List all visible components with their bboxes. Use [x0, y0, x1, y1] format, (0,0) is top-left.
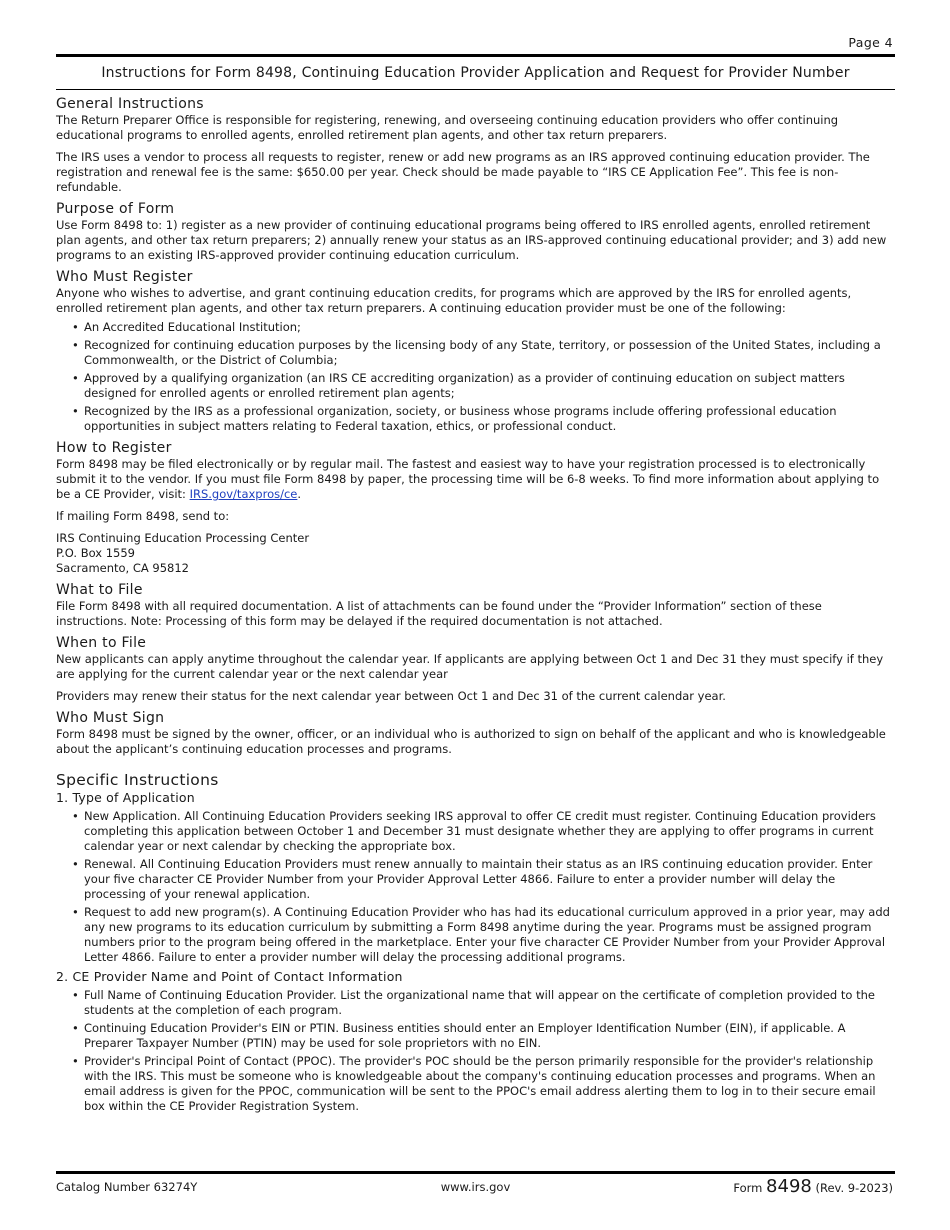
who-must-register-heading: Who Must Register — [56, 269, 193, 285]
who-must-register-paragraph: Anyone who wishes to advertise, and grant continuing education credits, for programs which are approved by the IRS for enrolled agents, enrolled retirement plan agents, and other tax return preparers. A continuing education provider must be one of the following: — [56, 286, 852, 315]
provider-contact-list — [56, 988, 895, 1114]
list-item: • Renewal. All Continuing Education Providers must renew annually to maintain their status as an IRS continuing education provider. Enter your five character CE Provider Number from your Provider Approval Letter 4866. Failure to enter a provider number will delay the processing of your renewal application. — [56, 857, 895, 902]
list-item: • Continuing Education Provider's EIN or PTIN. Business entities should enter an Employer Identification Number (EIN), if applicable. A Preparer Taxpayer Number (PTIN) may be used for sole proprietors with no EIN. — [56, 1021, 895, 1051]
list-item: • New Application. All Continuing Education Providers seeking IRS approval to offer CE credit must register. Continuing Education providers completing this application between October 1 and December 31 must designate whether they are applying to offer programs in current calendar year or next calendar by checking the appropriate box. — [56, 809, 895, 854]
who-must-sign-heading: Who Must Sign — [56, 710, 165, 726]
what-to-file-heading: What to File — [56, 582, 143, 598]
list-item: • Recognized for continuing education purposes by the licensing body of any State, territory, or possession of the United States, including a Commonwealth, or the District of Columbia; — [56, 338, 895, 368]
general-paragraph-2: The IRS uses a vendor to process all requests to register, renew or add new programs as an IRS approved continuing education provider. The registration and renewal fee is the same: $650.00 per year. Check should be made payable to “IRS CE Application Fee”. This fee is non-refundable. — [56, 150, 870, 194]
how-to-register-heading: How to Register — [56, 440, 172, 456]
form-prefix: Form — [733, 1181, 763, 1195]
form-revision: (Rev. 9-2023) — [815, 1181, 893, 1195]
address-line-1: IRS Continuing Education Processing Center — [56, 531, 310, 545]
list-item: • An Accredited Educational Institution; — [56, 320, 895, 335]
link-period: . — [297, 487, 302, 501]
list-item: • Approved by a qualifying organization (an IRS CE accrediting organization) as a provider of continuing education on subject matters designed for enrolled agents or enrolled retirement plan agents; — [56, 371, 895, 401]
general-paragraph-1: The Return Preparer Office is responsible for registering, renewing, and overseeing continuing education providers who offer continuing educational programs to enrolled agents, enrolled retirement plan agents, and other tax return preparers. — [56, 113, 839, 142]
page-title: Instructions for Form 8498, Continuing Education Provider Application and Request for Provider Number — [101, 65, 850, 81]
mailing-address — [56, 531, 895, 576]
page-footer — [56, 1176, 895, 1200]
form-number: 8498 — [766, 1176, 812, 1197]
address-line-2: P.O. Box 1559 — [56, 546, 135, 560]
form-identifier — [733, 1176, 893, 1197]
what-to-file-paragraph: File Form 8498 with all required documentation. A list of attachments can be found under the “Provider Information” section of these instructions. Note: Processing of this form may be delayed if the required documentation is not attached. — [56, 599, 822, 628]
irs-taxpros-ce-link[interactable]: IRS.gov/taxpros/ce — [189, 487, 298, 501]
provider-types-list — [56, 320, 895, 434]
catalog-number: Catalog Number 63274Y — [56, 1180, 198, 1194]
how-to-register-paragraph — [56, 457, 895, 502]
list-item: • Full Name of Continuing Education Provider. List the organizational name that will appear on the certificate of completion provided to the students at the completion of each program. — [56, 988, 895, 1018]
provider-contact-heading: 2. CE Provider Name and Point of Contact Information — [56, 969, 403, 984]
header-rule-top — [56, 54, 895, 57]
list-item: • Recognized by the IRS as a professional organization, society, or business whose programs include offering professional education opportunities in subject matters relating to Federal taxation, ethics, or professional conduct. — [56, 404, 895, 434]
document-page — [56, 0, 895, 1230]
list-item: • Request to add new program(s). A Continuing Education Provider who has had its educational curriculum approved in a prior year, may add any new programs to its education curriculum by submitting a Form 8498 anytime during the year. Programs must be assigned program numbers prior to the program being offered in the marketplace. Enter your five character CE Provider Number from your Provider Approval Letter 4866. Failure to enter a provider number will delay the processing additional programs. — [56, 905, 895, 965]
how-to-register-text: Form 8498 may be filed electronically or by regular mail. The fastest and easiest way to have your registration processed is to electronically submit it to the vendor. If you must file Form 8498 by paper, the processing time will be 6-8 weeks. To find more information about applying to be a CE Provider, visit: — [56, 457, 880, 501]
purpose-paragraph: Use Form 8498 to: 1) register as a new provider of continuing educational programs being offered to IRS enrolled agents, enrolled retirement plan agents, and other tax return preparers; 2) annually renew your status as an IRS-approved continuing educational provider; and 3) add new programs to an existing IRS-approved provider continuing education curriculum. — [56, 218, 887, 262]
footer-rule — [56, 1171, 895, 1174]
header-rule-bottom — [56, 89, 895, 90]
list-item: • Provider's Principal Point of Contact (PPOC). The provider's POC should be the person primarily responsible for the provider's relationship with the IRS. This must be someone who is knowledgeable about the company's continuing education processes and programs. When an email address is given for the PPOC, communication will be sent to the PPOC's email address alerting them to log in to their secure email box within the CE Provider Registration System. — [56, 1054, 895, 1114]
when-to-file-paragraph-1: New applicants can apply anytime throughout the calendar year. If applicants are applying between Oct 1 and Dec 31 they must specify if they are applying for the current calendar year or the next calendar year — [56, 652, 884, 681]
when-to-file-heading: When to File — [56, 635, 147, 651]
purpose-heading: Purpose of Form — [56, 201, 175, 217]
application-types-list — [56, 809, 895, 965]
who-must-sign-paragraph: Form 8498 must be signed by the owner, officer, or an individual who is authorized to sign on behalf of the applicant and who is knowledgeable about the applicant’s continuing education processes and programs. — [56, 727, 886, 756]
mailing-intro: If mailing Form 8498, send to: — [56, 509, 230, 523]
general-instructions-heading: General Instructions — [56, 96, 204, 112]
address-line-3: Sacramento, CA 95812 — [56, 561, 190, 575]
website: www.irs.gov — [440, 1180, 511, 1194]
specific-instructions-heading: Specific Instructions — [56, 771, 219, 789]
when-to-file-paragraph-2: Providers may renew their status for the next calendar year between Oct 1 and Dec 31 of the current calendar year. — [56, 689, 726, 703]
page-number: Page 4 — [848, 35, 893, 50]
instructions-body — [56, 96, 895, 1117]
type-of-application-heading: 1. Type of Application — [56, 790, 195, 805]
